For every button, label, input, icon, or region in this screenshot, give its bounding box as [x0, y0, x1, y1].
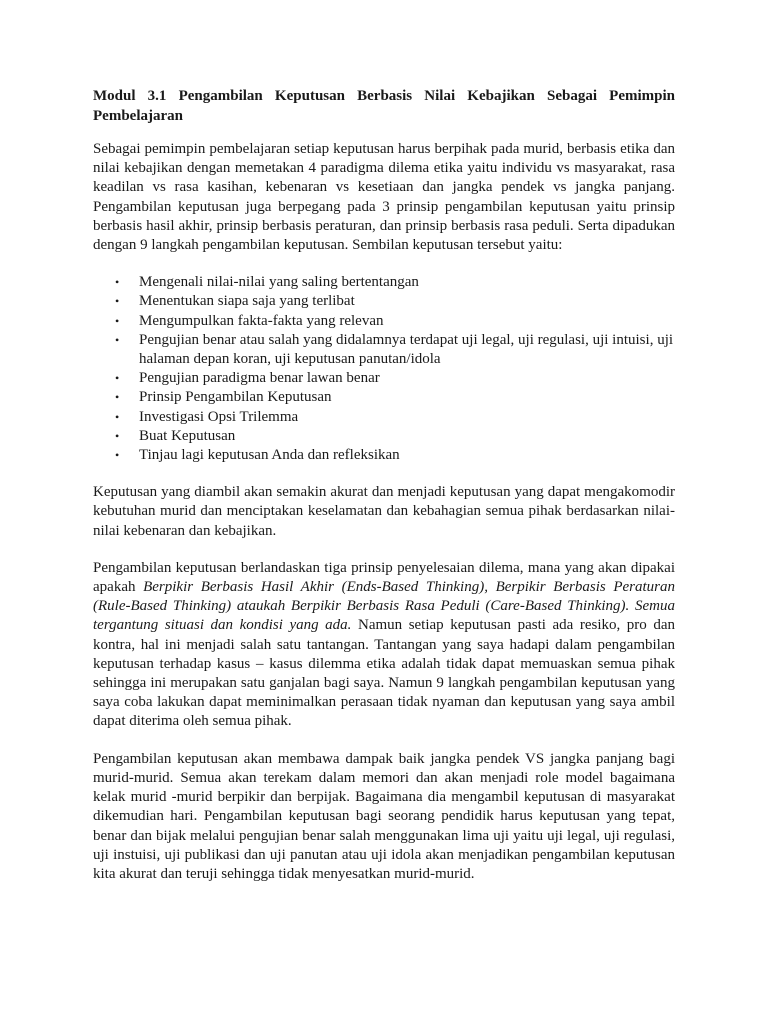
list-item	[93, 388, 675, 407]
list-item	[93, 427, 675, 446]
step-text: Prinsip Pengambilan Keputusan	[139, 389, 332, 406]
result-paragraph: Keputusan yang diambil akan semakin akurat dan menjadi keputusan yang dapat mengakomodir kebutuhan murid dan menciptakan keselamatan dan kebahagian semua pihak berdasarkan nilai-nilai kebenaran dan kebajikan.	[93, 484, 675, 539]
bullet-icon: •	[115, 294, 120, 309]
step-text: Buat Keputusan	[139, 427, 236, 444]
bullet-icon: •	[115, 409, 120, 424]
principles-rest-text: Namun setiap keputusan pasti ada resiko, pro dan kontra, hal ini menjadi salah satu tantangan. Tantangan yang saya hadapi dalam pengambilan keputusan terhadap kasus – kasus dilemma etika adalah tidak dapat memuaskan semua pihak sehingga ini merupakan satu ganjalan bagi saya. Namun 9 langkah pengambilan keputusan yang saya coba lakukan dapat meminimalkan perasaan tidak nyaman dan keputusan yang saya ambil dapat diterima oleh semua pihak.	[93, 617, 675, 730]
document-title: Modul 3.1 Pengambilan Keputusan Berbasis Nilai Kebajikan Sebagai Pemimpin Pembelajaran	[93, 88, 675, 124]
principles-lead-text: Pengambilan keputusan berlandaskan tiga prinsip penyelesaian dilema, mana yang akan dipakai apakah	[93, 559, 675, 596]
list-item	[93, 292, 675, 311]
bullet-icon: •	[115, 313, 120, 328]
impact-paragraph: Pengambilan keputusan akan membawa dampak baik jangka pendek VS jangka panjang bagi murid-murid. Semua akan terekam dalam memori dan akan menjadi role model bagaimana kelak murid -murid berpikir dan berpijak. Bagaimana dia mengambil keputusan di masyarakat dikemudian hari. Pengambilan keputusan bagi seorang pendidik harus keputusan yang tepat, benar dan bijak melalui pengujian benar salah menggunakan lima uji yaitu uji legal, uji regulasi, uji instuisi, uji publikasi dan uji panutan atau uji idola akan menjadikan pengambilan keputusan kita akurat dan teruji sehingga tidak menyesatkan murid-murid.	[93, 750, 675, 882]
bullet-icon: •	[115, 428, 120, 443]
principles-italic-text: Berpikir Berbasis Hasil Akhir (Ends-Based Thinking), Berpikir Berbasis Peraturan (Rule-Based Thinking) ataukah Berpikir Berbasis Rasa Peduli (Care-Based Thinking). Semua tergantung situasi dan kondisi yang ada.	[93, 579, 675, 634]
step-text: Pengujian paradigma benar lawan benar	[139, 370, 380, 387]
bullet-icon: •	[115, 448, 120, 463]
step-text: Pengujian benar atau salah yang didalamnya terdapat uji legal, uji regulasi, uji intuisi, uji halaman depan koran, uji keputusan panutan/idola	[139, 331, 674, 368]
bullet-icon: •	[115, 390, 120, 405]
list-item	[93, 408, 675, 427]
step-text: Mengumpulkan fakta-fakta yang relevan	[139, 312, 384, 329]
step-text: Tinjau lagi keputusan Anda dan refleksikan	[139, 447, 400, 464]
step-text: Mengenali nilai-nilai yang saling bertentangan	[139, 274, 419, 291]
list-item	[93, 273, 675, 292]
step-text: Menentukan siapa saja yang terlibat	[139, 293, 355, 310]
document-page	[93, 86, 675, 902]
intro-paragraph: Sebagai pemimpin pembelajaran setiap keputusan harus berpihak pada murid, berbasis etika dan nilai kebajikan dengan memetakan 4 paradigma dilema etika yaitu individu vs masyarakat, rasa keadilan vs rasa kasihan, kebenaran vs kesetiaan dan jangka pendek vs jangka panjang. Pengambilan keputusan juga berpegang pada 3 prinsip pengambilan keputusan yaitu prinsip berbasis hasil akhir, prinsip berbasis peraturan, dan prinsip berbasis rasa peduli. Serta dipadukan dengan 9 langkah pengambilan keputusan. Sembilan keputusan tersebut yaitu:	[93, 141, 675, 254]
decision-steps-list	[93, 273, 675, 465]
list-item	[93, 312, 675, 331]
list-item	[93, 331, 675, 369]
bullet-icon: •	[115, 332, 120, 347]
bullet-icon: •	[115, 371, 120, 386]
bullet-icon: •	[115, 275, 120, 290]
list-item	[93, 446, 675, 465]
principles-paragraph	[93, 559, 675, 732]
list-item	[93, 369, 675, 388]
step-text: Investigasi Opsi Trilemma	[139, 408, 299, 425]
